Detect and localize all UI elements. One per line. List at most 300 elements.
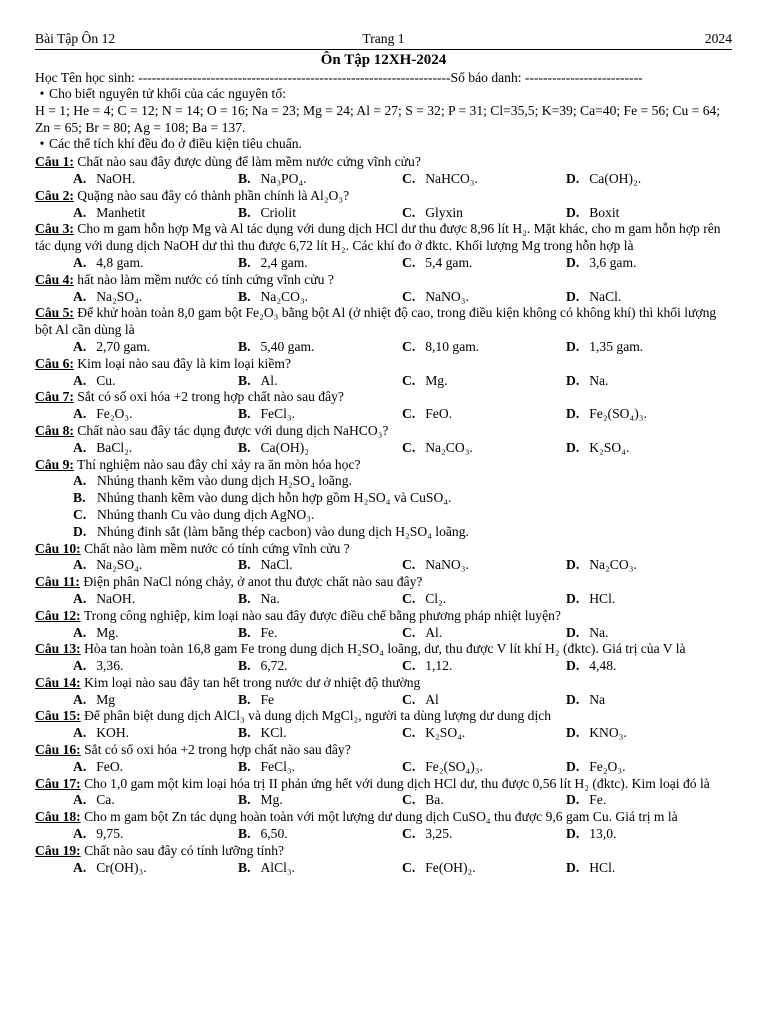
option-a[interactable] (35, 725, 238, 742)
option-letter: B. (238, 254, 251, 270)
option-text: Criolit (260, 204, 296, 220)
option-text: KOH. (96, 725, 130, 741)
option-c[interactable] (402, 591, 566, 608)
option-d[interactable] (566, 440, 732, 457)
option-a[interactable] (35, 759, 238, 776)
answer-options (35, 725, 732, 742)
answer-list (35, 473, 732, 540)
option-b[interactable] (238, 557, 402, 574)
option-text: FeO. (425, 406, 453, 422)
option-d[interactable] (566, 692, 732, 709)
option-c[interactable] (402, 860, 566, 877)
option-d[interactable] (566, 826, 732, 843)
option-d[interactable] (566, 759, 732, 776)
question-text: Chất nào sau đây được dùng để làm mềm nước cứng vĩnh cửu? (73, 154, 421, 170)
option-letter: A. (73, 406, 87, 422)
option-letter: A. (73, 170, 87, 186)
option-b[interactable] (238, 440, 402, 457)
question-11 (35, 574, 732, 591)
option-text: 4,48. (589, 658, 617, 674)
option-c[interactable] (402, 557, 566, 574)
option-letter: B. (238, 792, 251, 808)
header-left: Bài Tập Ôn 12 (35, 31, 116, 47)
question-label: Câu 3: (35, 221, 74, 237)
option-d[interactable] (566, 557, 732, 574)
question-text: Để phân biệt dung dịch AlCl₃ và dung dịch MgCl₂, người ta dùng lượng dư dung dịch (80, 708, 552, 724)
question-text: Hòa tan hoàn toàn 16,8 gam Fe trong dung dịch H₂SO₄ loãng, dư, thu được V lít khí H₂ (đktc). Giá trị của V là (80, 641, 686, 657)
option-letter: B. (238, 624, 251, 640)
option-letter: D. (566, 372, 580, 388)
option-c[interactable] (35, 507, 732, 524)
option-letter: B. (238, 439, 251, 455)
option-a[interactable] (35, 591, 238, 608)
option-letter: C. (402, 658, 416, 674)
question-7 (35, 389, 732, 406)
option-text: Na₂SO₄. (96, 288, 143, 304)
option-letter: B. (238, 557, 251, 573)
option-letter: C. (402, 372, 416, 388)
option-text: Cl₂. (425, 590, 447, 606)
option-text: Na₂CO₃. (260, 288, 309, 304)
question-5 (35, 305, 732, 339)
option-text: Mg. (96, 624, 119, 640)
option-text: Na (589, 691, 606, 707)
note-text: Cho biết nguyên tử khối của các nguyên tố: (49, 86, 286, 101)
option-b[interactable] (238, 205, 402, 222)
note-atomic-masses (35, 86, 732, 103)
option-a[interactable] (35, 289, 238, 306)
option-letter: D. (566, 725, 580, 741)
option-d[interactable] (35, 524, 732, 541)
answer-options (35, 557, 732, 574)
option-text: 2,70 gam. (96, 338, 151, 354)
option-d[interactable] (566, 255, 732, 272)
answer-options (35, 759, 732, 776)
option-a[interactable] (35, 557, 238, 574)
answer-options (35, 339, 732, 356)
option-text: 4,8 gam. (96, 254, 144, 270)
question-8 (35, 423, 732, 440)
question-text: Kim loại nào sau đây là kim loại kiềm? (73, 355, 291, 371)
option-letter: D. (566, 557, 580, 573)
option-text: Na. (589, 624, 609, 640)
option-letter: B. (238, 758, 251, 774)
option-text: Na₃PO₄. (260, 170, 307, 186)
option-a[interactable] (35, 406, 238, 423)
question-6 (35, 356, 732, 373)
question-list (35, 154, 732, 876)
option-text: NaHCO₃. (425, 170, 478, 186)
option-c[interactable] (402, 792, 566, 809)
answer-options (35, 289, 732, 306)
option-b[interactable] (238, 725, 402, 742)
option-text: 1,12. (425, 658, 453, 674)
option-letter: B. (238, 859, 251, 875)
option-letter: B. (238, 826, 251, 842)
header-right: 2024 (704, 31, 732, 47)
option-letter: D. (566, 590, 580, 606)
question-text: Quặng nào sau đây có thành phần chính là Al₂O₃? (73, 187, 350, 203)
question-text: Điện phân NaCl nóng chảy, ở anot thu được chất nào sau đây? (79, 574, 423, 590)
option-letter: A. (73, 859, 87, 875)
option-d[interactable] (566, 658, 732, 675)
option-letter: A. (73, 439, 87, 455)
option-text: Fe. (589, 792, 607, 808)
option-letter: C. (73, 506, 87, 522)
option-text: AlCl₃. (260, 859, 296, 875)
option-letter: D. (73, 523, 87, 539)
question-label: Câu 9: (35, 456, 74, 472)
option-letter: A. (73, 758, 87, 774)
option-text: Cu. (96, 372, 116, 388)
option-b[interactable] (238, 373, 402, 390)
option-letter: D. (566, 826, 580, 842)
option-c[interactable] (402, 725, 566, 742)
option-text: NaOH. (96, 170, 136, 186)
exam-title: Ôn Tập 12XH-2024 (320, 52, 447, 68)
option-text: 8,10 gam. (425, 338, 480, 354)
option-text: Fe₂(SO₄)₃. (425, 758, 483, 774)
bullet-icon: • (39, 86, 45, 101)
option-letter: B. (238, 590, 251, 606)
option-text: HCl. (589, 859, 616, 875)
question-label: Câu 8: (35, 422, 74, 438)
question-label: Câu 2: (35, 187, 74, 203)
option-text: Mg. (425, 372, 448, 388)
answer-options (35, 205, 732, 222)
option-text: Al. (425, 624, 443, 640)
option-text: Mg. (260, 792, 283, 808)
question-label: Câu 5: (35, 305, 74, 321)
option-a[interactable] (35, 473, 732, 490)
option-a[interactable] (35, 692, 238, 709)
option-d[interactable] (566, 171, 732, 188)
question-14 (35, 675, 732, 692)
option-letter: B. (238, 338, 251, 354)
option-a[interactable] (35, 373, 238, 390)
option-text: Manhetit (96, 204, 146, 220)
option-text: 5,4 gam. (425, 254, 473, 270)
option-letter: B. (238, 725, 251, 741)
option-letter: C. (402, 859, 416, 875)
option-c[interactable] (402, 171, 566, 188)
option-b[interactable] (238, 255, 402, 272)
question-19 (35, 843, 732, 860)
option-b[interactable] (238, 289, 402, 306)
option-letter: C. (402, 826, 416, 842)
option-letter: D. (566, 758, 580, 774)
option-text: Ca(OH)₂ (260, 439, 309, 455)
option-text: 9,75. (96, 826, 124, 842)
option-text: Fe₂O₃. (96, 406, 133, 422)
option-b[interactable] (238, 171, 402, 188)
exam-page (35, 32, 732, 876)
option-c[interactable] (402, 625, 566, 642)
option-letter: B. (238, 406, 251, 422)
atomic-masses: H = 1; He = 4; C = 12; N = 14; O = 16; Na = 23; Mg = 24; Al = 27; S = 32; P = 31; Cl=35,5; K=39; Ca=40; Fe = 56; Cu = 64; Zn = 65; Br = 80; Ag = 108; Ba = 137. (35, 102, 721, 135)
option-letter: B. (238, 658, 251, 674)
option-text: K₂SO₄. (425, 725, 466, 741)
option-letter: C. (402, 758, 416, 774)
note-gas-conditions (35, 136, 732, 153)
option-d[interactable] (566, 339, 732, 356)
option-a[interactable] (35, 255, 238, 272)
bullet-icon: • (39, 136, 45, 152)
question-text: Sắt có số oxi hóa +2 trong hợp chất nào sau đây? (73, 389, 344, 405)
option-letter: D. (566, 658, 580, 674)
option-text: K₂SO₄. (589, 439, 630, 455)
option-text: Fe. (260, 624, 278, 640)
option-text: NaNO₃. (425, 288, 469, 304)
option-b[interactable] (35, 490, 732, 507)
answer-options (35, 860, 732, 877)
question-text: Chất nào làm mềm nước có tính cứng vĩnh cửu ? (80, 540, 350, 556)
option-letter: A. (73, 826, 87, 842)
question-1 (35, 154, 732, 171)
question-10 (35, 541, 732, 558)
option-letter: B. (238, 372, 251, 388)
option-text: 2,4 gam. (260, 254, 308, 270)
option-c[interactable] (402, 406, 566, 423)
option-a[interactable] (35, 658, 238, 675)
option-letter: C. (402, 691, 416, 707)
question-16 (35, 742, 732, 759)
question-18 (35, 809, 732, 826)
page-header (35, 32, 732, 50)
option-b[interactable] (238, 860, 402, 877)
option-letter: C. (402, 439, 416, 455)
option-letter: B. (238, 204, 251, 220)
option-b[interactable] (238, 625, 402, 642)
question-label: Câu 17: (35, 775, 81, 791)
question-label: Câu 4: (35, 271, 74, 287)
question-text: Cho m gam bột Zn tác dụng hoàn toàn với một lượng dư dung dịch CuSO₄ thu được 9,6 gam Cu. Giá trị m là (80, 809, 678, 825)
option-text: Na₂CO₃. (425, 439, 473, 455)
option-letter: B. (238, 170, 251, 186)
question-4 (35, 272, 732, 289)
question-3 (35, 221, 732, 255)
question-text: Cho 1,0 gam một kim loại hóa trị II phản ứng hết với dung dịch HCl dư, thu được 0,56 lít H₂ (đktc). Kim loại đó là (80, 775, 710, 791)
question-label: Câu 1: (35, 154, 74, 170)
option-letter: D. (566, 254, 580, 270)
question-text: Kim loại nào sau đây tan hết trong nước dư ở nhiệt độ thường (80, 674, 421, 690)
answer-options (35, 406, 732, 423)
option-c[interactable] (402, 759, 566, 776)
option-letter: A. (73, 590, 87, 606)
option-text: Na₂CO₃. (589, 557, 637, 573)
option-letter: C. (402, 406, 416, 422)
option-letter: A. (73, 254, 87, 270)
option-a[interactable] (35, 792, 238, 809)
option-d[interactable] (566, 205, 732, 222)
option-letter: C. (402, 557, 416, 573)
option-letter: D. (566, 406, 580, 422)
question-label: Câu 19: (35, 842, 81, 858)
question-text: Chất nào sau đây tác dụng được với dung dịch NaHCO₃? (73, 422, 389, 438)
question-text: Cho m gam hỗn hợp Mg và Al tác dụng với dung dịch HCl dư thu được 8,96 lít H₂. Mặt khác, cho m gam hỗn hợp rên tác dụng với dung dịch NaOH dư thì thu được 6,72 lít H₂. Các khí đo ở đktc. Khối lượng Mg trong hỗn hợp là (35, 221, 721, 254)
option-letter: D. (566, 170, 580, 186)
option-letter: A. (73, 372, 87, 388)
option-letter: A. (73, 725, 87, 741)
question-label: Câu 7: (35, 389, 74, 405)
option-letter: C. (402, 725, 416, 741)
option-b[interactable] (238, 658, 402, 675)
question-2 (35, 188, 732, 205)
answer-options (35, 171, 732, 188)
option-c[interactable] (402, 826, 566, 843)
option-letter: C. (402, 288, 416, 304)
option-letter: C. (402, 338, 416, 354)
option-letter: A. (73, 204, 87, 220)
option-c[interactable] (402, 205, 566, 222)
option-letter: A. (73, 557, 87, 573)
option-text: Na. (589, 372, 609, 388)
question-label: Câu 10: (35, 540, 81, 556)
option-text: 6,50. (260, 826, 288, 842)
option-letter: C. (402, 624, 416, 640)
option-text: Ca. (96, 792, 115, 808)
option-letter: C. (402, 590, 416, 606)
option-a[interactable] (35, 205, 238, 222)
answer-options (35, 658, 732, 675)
option-letter: D. (566, 204, 580, 220)
option-letter: D. (566, 338, 580, 354)
option-letter: D. (566, 691, 580, 707)
question-text: Thí nghiệm nào sau đây chỉ xảy ra ăn mòn hóa học? (73, 456, 361, 472)
option-a[interactable] (35, 625, 238, 642)
answer-options (35, 591, 732, 608)
option-b[interactable] (238, 826, 402, 843)
answer-options (35, 373, 732, 390)
question-label: Câu 11: (35, 574, 80, 590)
question-12 (35, 608, 732, 625)
option-letter: C. (402, 792, 416, 808)
option-text: Fe (260, 691, 275, 707)
question-15 (35, 708, 732, 725)
option-text: FeCl₃. (260, 406, 296, 422)
question-label: Câu 18: (35, 809, 81, 825)
option-text: Fe₂O₃. (589, 758, 626, 774)
option-text: FeO. (96, 758, 124, 774)
option-c[interactable] (402, 692, 566, 709)
question-text: Chất nào sau đây có tính lưỡng tính? (80, 842, 285, 858)
option-text: Al. (260, 372, 278, 388)
option-text: BaCl₂. (96, 439, 133, 455)
option-a[interactable] (35, 860, 238, 877)
option-text: Nhúng thanh kẽm vào dung dịch hỗn hợp gồm H₂SO₄ và CuSO₄. (97, 490, 452, 506)
option-text: Nhúng thanh Cu vào dung dịch AgNO₃. (97, 506, 315, 522)
option-text: 5,40 gam. (260, 338, 315, 354)
option-text: 13,0. (589, 826, 617, 842)
option-letter: A. (73, 473, 87, 489)
option-c[interactable] (402, 440, 566, 457)
question-text: Trong công nghiệp, kim loại nào sau đây được điều chế bằng phương pháp nhiệt luyện? (80, 607, 561, 623)
option-text: Ca(OH)₂. (589, 170, 642, 186)
option-c[interactable] (402, 255, 566, 272)
question-label: Câu 14: (35, 674, 81, 690)
option-letter: A. (73, 338, 87, 354)
option-d[interactable] (566, 373, 732, 390)
option-d[interactable] (566, 289, 732, 306)
option-letter: D. (566, 859, 580, 875)
answer-options (35, 826, 732, 843)
option-letter: A. (73, 624, 87, 640)
option-text: KCl. (260, 725, 287, 741)
question-label: Câu 13: (35, 641, 81, 657)
student-info-line: Học Tên học sinh: ---------------------------------------------------------------------Số báo danh: -------------------------- (35, 70, 643, 85)
option-letter: A. (73, 288, 87, 304)
option-letter: D. (566, 288, 580, 304)
option-a[interactable] (35, 440, 238, 457)
answer-options (35, 440, 732, 457)
option-letter: B. (238, 691, 251, 707)
option-text: 3,6 gam. (589, 254, 637, 270)
option-b[interactable] (238, 759, 402, 776)
option-text: Nhúng đinh sắt (làm bằng thép cacbon) vào dung dịch H₂SO₄ loãng. (97, 523, 469, 539)
option-letter: B. (73, 490, 86, 506)
option-text: Mg (96, 691, 116, 707)
option-text: Cr(OH)₃. (96, 859, 147, 875)
option-c[interactable] (402, 373, 566, 390)
option-c[interactable] (402, 339, 566, 356)
option-letter: C. (402, 170, 416, 186)
header-center: Trang 1 (362, 31, 405, 47)
answer-options (35, 692, 732, 709)
option-text: Na₂SO₄. (96, 557, 143, 573)
option-c[interactable] (402, 289, 566, 306)
answer-options (35, 625, 732, 642)
option-text: HCl. (589, 590, 616, 606)
option-text: Fe(OH)₂. (425, 859, 476, 875)
option-b[interactable] (238, 406, 402, 423)
option-b[interactable] (238, 591, 402, 608)
option-a[interactable] (35, 339, 238, 356)
option-letter: D. (566, 439, 580, 455)
option-letter: A. (73, 792, 87, 808)
option-text: NaCl. (589, 288, 622, 304)
option-text: KNO₃. (589, 725, 627, 741)
option-letter: B. (238, 288, 251, 304)
option-text: Al (425, 691, 439, 707)
option-d[interactable] (566, 860, 732, 877)
option-d[interactable] (566, 725, 732, 742)
question-label: Câu 16: (35, 742, 81, 758)
option-d[interactable] (566, 591, 732, 608)
option-text: Boxit (589, 204, 620, 220)
option-d[interactable] (566, 625, 732, 642)
option-b[interactable] (238, 792, 402, 809)
option-d[interactable] (566, 792, 732, 809)
option-text: Fe₂(SO₄)₃. (589, 406, 647, 422)
answer-options (35, 255, 732, 272)
option-text: NaCl. (260, 557, 293, 573)
option-b[interactable] (238, 339, 402, 356)
question-9 (35, 457, 732, 474)
option-a[interactable] (35, 826, 238, 843)
option-a[interactable] (35, 171, 238, 188)
option-text: NaOH. (96, 590, 136, 606)
question-text: hất nào làm mềm nước có tính cứng vĩnh cửu ? (73, 271, 334, 287)
option-c[interactable] (402, 658, 566, 675)
option-b[interactable] (238, 692, 402, 709)
option-letter: D. (566, 624, 580, 640)
option-text: Glyxin (425, 204, 463, 220)
option-letter: D. (566, 792, 580, 808)
option-text: NaNO₃. (425, 557, 469, 573)
question-label: Câu 15: (35, 708, 81, 724)
option-text: Ba. (425, 792, 444, 808)
option-d[interactable] (566, 406, 732, 423)
